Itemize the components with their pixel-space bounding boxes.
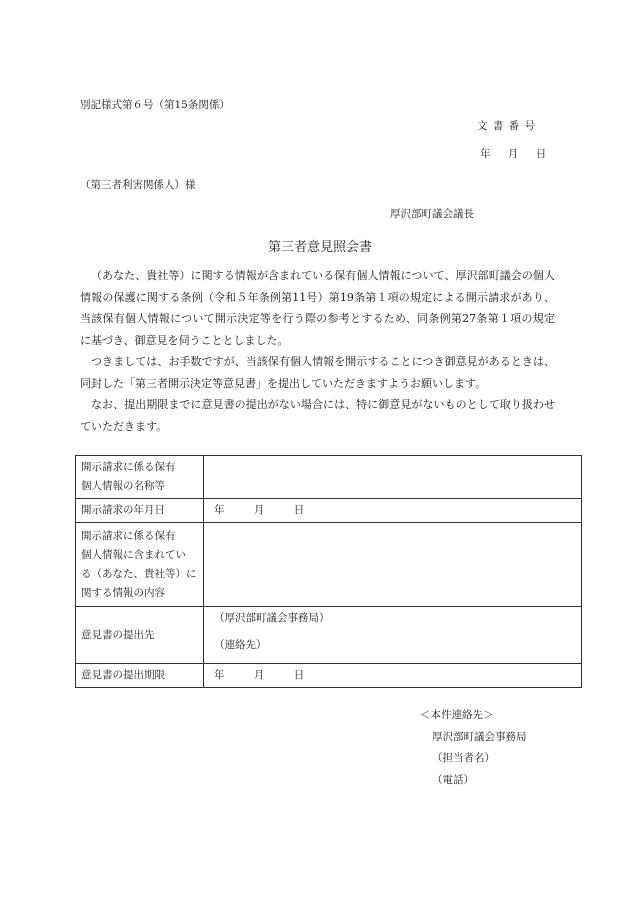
table-label-line: 意見書の提出期限 — [81, 669, 165, 681]
table-label-line: る（あなた、貴社等）に — [81, 567, 197, 580]
form-label: 別記様式第６号（第15条関係） — [80, 99, 230, 111]
contact-person: （担当者名） — [432, 752, 495, 764]
body-paragraph: つきましては、お手数ですが、当該保有個人情報を開示することにつき御意見があるときは、同封した「第三者開示決定等意見書」を提出していただきますようお願いします。 — [80, 355, 555, 390]
table-label-line: 関する情報の内容 — [81, 586, 165, 599]
addressee: （第三者利害関係人）様 — [80, 179, 196, 191]
table-label-line: 開示請求に係る保有 — [81, 461, 176, 473]
date-year-label: 年 — [214, 504, 225, 516]
body-paragraph: （あなた、貴社等）に関する情報が含まれている保有個人情報について、厚沢部町議会の個人情報の保護に関する条例（令和５年条例第11号）第19条第１項の規定による開示請求があり、当該保有個人情報について開示決定等を行う際の参考とするため、同条例第27条第１項の規定に基づき、御意見を伺うこととしました。 — [80, 269, 555, 347]
table-label-line: 開示請求に係る保有 — [81, 529, 176, 542]
contact-header: ＜本件連絡先＞ — [420, 709, 494, 721]
date-month-label: 月 — [507, 148, 519, 160]
table-label-line: 個人情報の名称等 — [81, 480, 165, 492]
submission-contact: （連絡先） — [214, 639, 267, 651]
document-date — [480, 146, 546, 161]
date-year-label: 年 — [480, 148, 491, 160]
table-value-cell — [204, 523, 582, 607]
table-label-cell — [76, 456, 204, 499]
table-value-cell — [204, 664, 582, 688]
date-month-label: 月 — [253, 504, 265, 516]
table-label-cell — [76, 499, 204, 523]
contact-block — [420, 705, 527, 791]
table-label-cell — [76, 523, 204, 607]
table-label-cell — [76, 664, 204, 688]
table-row — [76, 523, 582, 607]
table-label-line: 意見書の提出先 — [81, 628, 155, 641]
table-label-line: 個人情報に含まれてい — [81, 548, 186, 561]
table-row — [76, 499, 582, 523]
body-text — [80, 265, 555, 437]
date-month-label: 月 — [253, 669, 265, 681]
date-day-label: 日 — [293, 504, 305, 516]
submission-office: （厚沢部町議会事務局） — [214, 612, 330, 624]
date-year-label: 年 — [214, 669, 225, 681]
table-label-line: 開示請求の年月日 — [81, 504, 165, 516]
table-value-cell — [204, 499, 582, 523]
date-day-label: 日 — [535, 148, 547, 160]
table-value-cell — [204, 607, 582, 664]
contact-org: 厚沢部町議会事務局 — [432, 730, 527, 743]
table-row — [76, 607, 582, 664]
page-title: 第三者意見照会書 — [268, 240, 373, 255]
table-row — [76, 664, 582, 688]
sender: 厚沢部町議会議長 — [390, 208, 474, 220]
table-value-cell — [204, 456, 582, 499]
body-paragraph: なお、提出期限までに意見書の提出がない場合には、特に御意見がないものとして取り扱わせていただきます。 — [80, 398, 555, 433]
table-label-cell — [76, 607, 204, 664]
info-table — [75, 455, 582, 688]
date-day-label: 日 — [293, 669, 305, 681]
table-row — [76, 456, 582, 499]
document-number-label: 文 書 番 号 — [477, 120, 537, 132]
contact-phone: （電話） — [432, 773, 474, 786]
